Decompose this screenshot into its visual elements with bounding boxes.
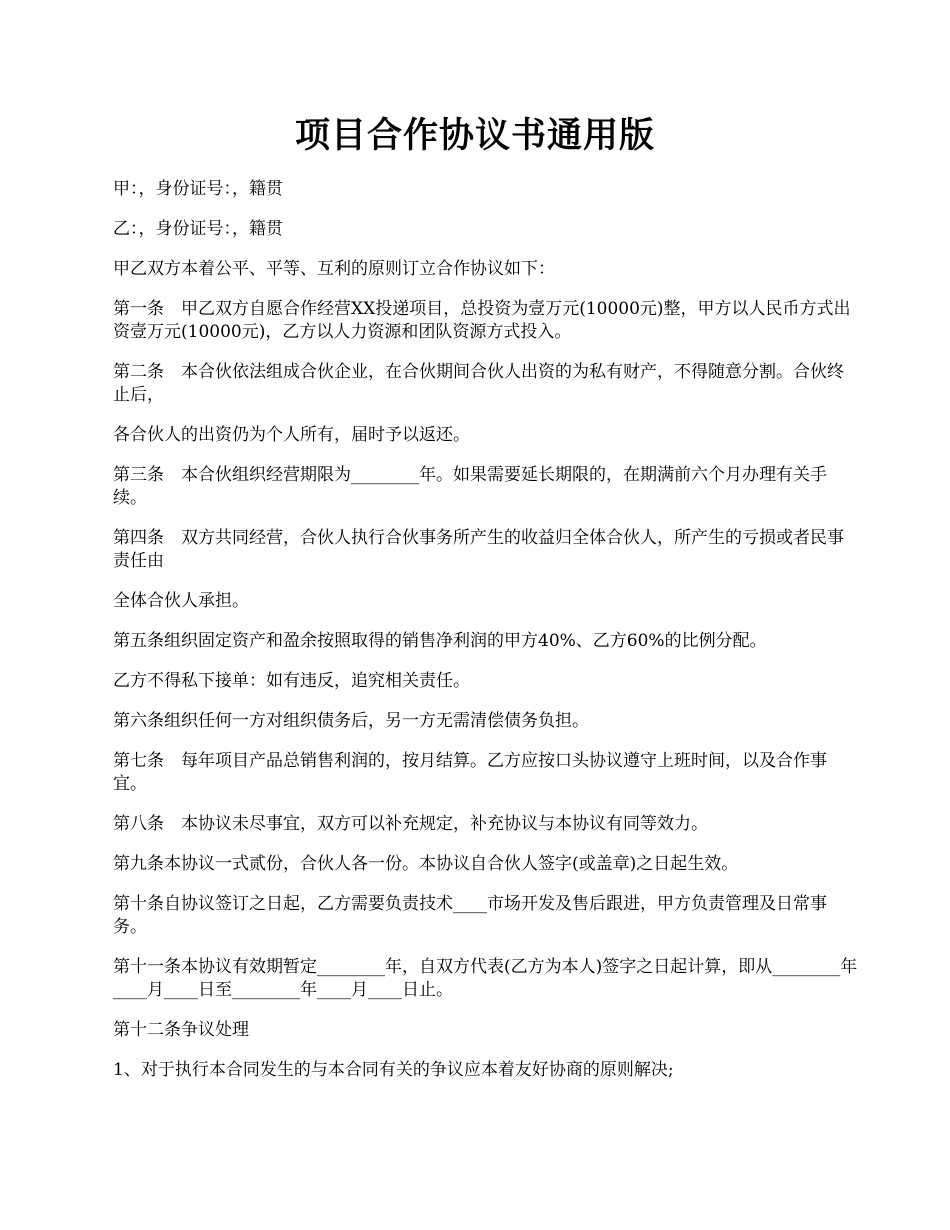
article-12-item-1: 1、对于执行本合同发生的与本合同有关的争议应本着友好协商的原则解决; (113, 1060, 674, 1080)
article-12-heading: 第十二条争议处理 (113, 1020, 249, 1040)
article-10: 第十条自协议签订之日起，乙方需要负责技术____市场开发及售后跟进，甲方负责管理及日常事务。 (113, 894, 827, 937)
document-title: 项目合作协议书通用版 (294, 115, 655, 156)
article-4-continued: 全体合伙人承担。 (113, 591, 249, 611)
article-4: 第四条 双方共同经营，合伙人执行合伙事务所产生的收益归全体合伙人，所产生的亏损或者民事责任由 (113, 528, 844, 571)
article-5-note: 乙方不得私下接单：如有违反，追究相关责任。 (113, 671, 470, 691)
article-8: 第八条 本协议未尽事宜，双方可以补充规定，补充协议与本协议有同等效力。 (113, 814, 708, 834)
article-9: 第九条本协议一式贰份，合伙人各一份。本协议自合伙人签字(或盖章)之日起生效。 (113, 854, 739, 874)
preamble: 甲乙双方本着公平、平等、互利的原则订立合作协议如下： (113, 259, 555, 279)
document-body (113, 178, 858, 1099)
article-7: 第七条 每年项目产品总销售利润的，按月结算。乙方应按口头协议遵守上班时间，以及合作事宜。 (113, 751, 827, 794)
article-2-continued: 各合伙人的出资仍为个人所有，届时予以返还。 (113, 425, 470, 445)
article-3: 第三条 本合伙组织经营期限为________年。如果需要延长期限的，在期满前六个月办理有关手续。 (113, 465, 827, 508)
article-5: 第五条组织固定资产和盈余按照取得的销售净利润的甲方40%、乙方60%的比例分配。 (113, 631, 767, 651)
party-a-line: 甲：，身份证号：，籍贯 (113, 179, 283, 199)
article-1: 第一条 甲乙双方自愿合作经营XX投递项目，总投资为壹万元(10000元)整，甲方以人民币方式出资壹万元(10000元)，乙方以人力资源和团队资源方式投入。 (113, 299, 851, 342)
article-2: 第二条 本合伙依法组成合伙企业，在合伙期间合伙人出资的为私有财产，不得随意分割。合伙终止后， (113, 362, 844, 405)
article-11: 第十一条本协议有效期暂定________年，自双方代表(乙方为本人)签字之日起计算，即从________年____月____日至________年____月____日止。 (113, 957, 858, 1000)
article-6: 第六条组织任何一方对组织债务后，另一方无需清偿债务负担。 (113, 711, 589, 731)
party-b-line: 乙：，身份证号：，籍贯 (113, 219, 283, 239)
